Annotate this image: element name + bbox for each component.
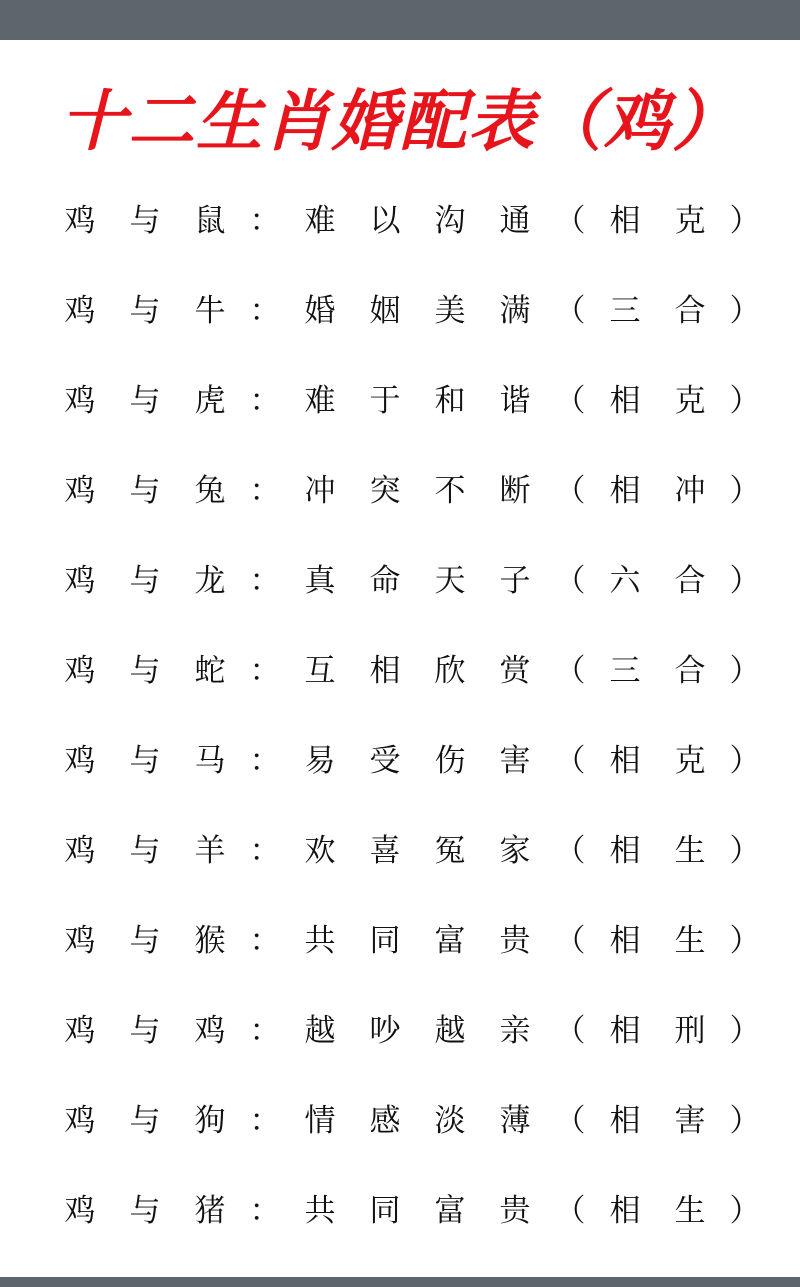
- row-bracket-close: ）: [729, 743, 761, 779]
- row-description-char: 满: [499, 293, 531, 329]
- row-description-char: 难: [304, 383, 336, 419]
- row-animal: 鸡: [64, 203, 96, 239]
- row-partner: 牛: [194, 293, 226, 329]
- row-bracket-open: （: [554, 1013, 586, 1049]
- row-bracket-open: （: [554, 653, 586, 689]
- row-relation-char: 害: [674, 1103, 706, 1139]
- list-item: [0, 447, 800, 537]
- list-item: [0, 717, 800, 807]
- row-description-char: 谐: [499, 383, 531, 419]
- row-description-char: 以: [369, 203, 401, 239]
- row-bracket-open: （: [554, 563, 586, 599]
- row-description-char: 姻: [369, 293, 401, 329]
- row-description-char: 和: [434, 383, 466, 419]
- row-separator: ：: [249, 653, 281, 689]
- row-description-char: 美: [434, 293, 466, 329]
- row-description-char: 互: [304, 653, 336, 689]
- row-relation-char: 六: [609, 563, 641, 599]
- row-bracket-close: ）: [729, 563, 761, 599]
- compatibility-list: [0, 177, 800, 1257]
- row-bracket-open: （: [554, 473, 586, 509]
- row-description-char: 婚: [304, 293, 336, 329]
- row-connector: 与: [129, 1103, 161, 1139]
- row-bracket-close: ）: [729, 923, 761, 959]
- row-relation-char: 克: [674, 743, 706, 779]
- row-separator: ：: [249, 203, 281, 239]
- row-bracket-open: （: [554, 293, 586, 329]
- list-item: [0, 537, 800, 627]
- row-animal: 鸡: [64, 833, 96, 869]
- list-item: [0, 807, 800, 897]
- row-description-char: 不: [434, 473, 466, 509]
- row-connector: 与: [129, 293, 161, 329]
- row-description-char: 冤: [434, 833, 466, 869]
- row-partner: 鼠: [194, 203, 226, 239]
- row-connector: 与: [129, 923, 161, 959]
- row-relation-char: 相: [609, 383, 641, 419]
- row-bracket-close: ）: [729, 1103, 761, 1139]
- row-connector: 与: [129, 563, 161, 599]
- row-relation-char: 相: [609, 203, 641, 239]
- row-description-char: 赏: [499, 653, 531, 689]
- top-bar: [0, 0, 800, 40]
- row-description-char: 相: [369, 653, 401, 689]
- row-relation-char: 生: [674, 833, 706, 869]
- row-description-char: 受: [369, 743, 401, 779]
- row-description-char: 命: [369, 563, 401, 599]
- row-connector: 与: [129, 203, 161, 239]
- row-bracket-close: ）: [729, 383, 761, 419]
- row-description-char: 子: [499, 563, 531, 599]
- row-relation-char: 生: [674, 1193, 706, 1229]
- list-item: [0, 987, 800, 1077]
- list-item: [0, 267, 800, 357]
- row-animal: 鸡: [64, 293, 96, 329]
- row-connector: 与: [129, 653, 161, 689]
- row-partner: 鸡: [194, 1013, 226, 1049]
- row-bracket-open: （: [554, 1103, 586, 1139]
- row-bracket-open: （: [554, 833, 586, 869]
- row-separator: ：: [249, 473, 281, 509]
- row-bracket-open: （: [554, 1193, 586, 1229]
- row-description-char: 感: [369, 1103, 401, 1139]
- row-animal: 鸡: [64, 1103, 96, 1139]
- page-title: 十二生肖婚配表（鸡）: [60, 83, 740, 160]
- row-description-char: 同: [369, 1193, 401, 1229]
- row-description-char: 同: [369, 923, 401, 959]
- row-separator: ：: [249, 1013, 281, 1049]
- row-description-char: 喜: [369, 833, 401, 869]
- row-description-char: 伤: [434, 743, 466, 779]
- row-separator: ：: [249, 743, 281, 779]
- row-partner: 狗: [194, 1103, 226, 1139]
- row-animal: 鸡: [64, 473, 96, 509]
- list-item: [0, 357, 800, 447]
- row-relation-char: 合: [674, 563, 706, 599]
- row-bracket-close: ）: [729, 473, 761, 509]
- row-connector: 与: [129, 743, 161, 779]
- row-partner: 马: [194, 743, 226, 779]
- row-separator: ：: [249, 563, 281, 599]
- row-relation-char: 相: [609, 923, 641, 959]
- row-separator: ：: [249, 383, 281, 419]
- row-relation-char: 相: [609, 1103, 641, 1139]
- row-animal: 鸡: [64, 653, 96, 689]
- row-connector: 与: [129, 383, 161, 419]
- row-relation-char: 三: [609, 293, 641, 329]
- row-animal: 鸡: [64, 383, 96, 419]
- row-animal: 鸡: [64, 1193, 96, 1229]
- row-relation-char: 冲: [674, 473, 706, 509]
- row-description-char: 贵: [499, 1193, 531, 1229]
- row-relation-char: 合: [674, 293, 706, 329]
- list-item: [0, 1077, 800, 1167]
- row-relation-char: 生: [674, 923, 706, 959]
- row-partner: 猪: [194, 1193, 226, 1229]
- row-bracket-close: ）: [729, 1193, 761, 1229]
- row-separator: ：: [249, 1193, 281, 1229]
- row-bracket-open: （: [554, 383, 586, 419]
- row-partner: 兔: [194, 473, 226, 509]
- row-bracket-close: ）: [729, 653, 761, 689]
- row-bracket-open: （: [554, 743, 586, 779]
- row-description-char: 富: [434, 1193, 466, 1229]
- bottom-bar: [0, 1277, 800, 1287]
- row-relation-char: 三: [609, 653, 641, 689]
- row-partner: 蛇: [194, 653, 226, 689]
- row-bracket-close: ）: [729, 833, 761, 869]
- row-description-char: 通: [499, 203, 531, 239]
- row-relation-char: 合: [674, 653, 706, 689]
- row-description-char: 冲: [304, 473, 336, 509]
- row-separator: ：: [249, 1103, 281, 1139]
- list-item: [0, 1167, 800, 1257]
- row-description-char: 沟: [434, 203, 466, 239]
- row-relation-char: 刑: [674, 1013, 706, 1049]
- row-separator: ：: [249, 923, 281, 959]
- row-connector: 与: [129, 833, 161, 869]
- row-connector: 与: [129, 473, 161, 509]
- row-relation-char: 克: [674, 203, 706, 239]
- row-relation-char: 相: [609, 1013, 641, 1049]
- row-partner: 羊: [194, 833, 226, 869]
- row-description-char: 家: [499, 833, 531, 869]
- row-description-char: 难: [304, 203, 336, 239]
- row-animal: 鸡: [64, 743, 96, 779]
- row-description-char: 越: [304, 1013, 336, 1049]
- row-connector: 与: [129, 1193, 161, 1229]
- row-description-char: 天: [434, 563, 466, 599]
- list-item: [0, 897, 800, 987]
- row-relation-char: 相: [609, 1193, 641, 1229]
- row-description-char: 真: [304, 563, 336, 599]
- row-description-char: 于: [369, 383, 401, 419]
- row-connector: 与: [129, 1013, 161, 1049]
- row-bracket-open: （: [554, 923, 586, 959]
- row-bracket-close: ）: [729, 1013, 761, 1049]
- row-relation-char: 克: [674, 383, 706, 419]
- row-description-char: 欣: [434, 653, 466, 689]
- row-partner: 猴: [194, 923, 226, 959]
- row-bracket-close: ）: [729, 203, 761, 239]
- row-description-char: 共: [304, 1193, 336, 1229]
- row-description-char: 薄: [499, 1103, 531, 1139]
- list-item: [0, 177, 800, 267]
- row-description-char: 亲: [499, 1013, 531, 1049]
- row-description-char: 欢: [304, 833, 336, 869]
- row-description-char: 情: [304, 1103, 336, 1139]
- row-relation-char: 相: [609, 473, 641, 509]
- row-description-char: 吵: [369, 1013, 401, 1049]
- row-description-char: 共: [304, 923, 336, 959]
- row-bracket-close: ）: [729, 293, 761, 329]
- row-description-char: 贵: [499, 923, 531, 959]
- row-animal: 鸡: [64, 563, 96, 599]
- row-relation-char: 相: [609, 743, 641, 779]
- row-description-char: 害: [499, 743, 531, 779]
- row-separator: ：: [249, 293, 281, 329]
- row-animal: 鸡: [64, 923, 96, 959]
- row-bracket-open: （: [554, 203, 586, 239]
- row-animal: 鸡: [64, 1013, 96, 1049]
- row-description-char: 突: [369, 473, 401, 509]
- row-partner: 虎: [194, 383, 226, 419]
- row-description-char: 富: [434, 923, 466, 959]
- row-description-char: 断: [499, 473, 531, 509]
- row-description-char: 越: [434, 1013, 466, 1049]
- row-description-char: 淡: [434, 1103, 466, 1139]
- row-relation-char: 相: [609, 833, 641, 869]
- row-partner: 龙: [194, 563, 226, 599]
- row-separator: ：: [249, 833, 281, 869]
- row-description-char: 易: [304, 743, 336, 779]
- list-item: [0, 627, 800, 717]
